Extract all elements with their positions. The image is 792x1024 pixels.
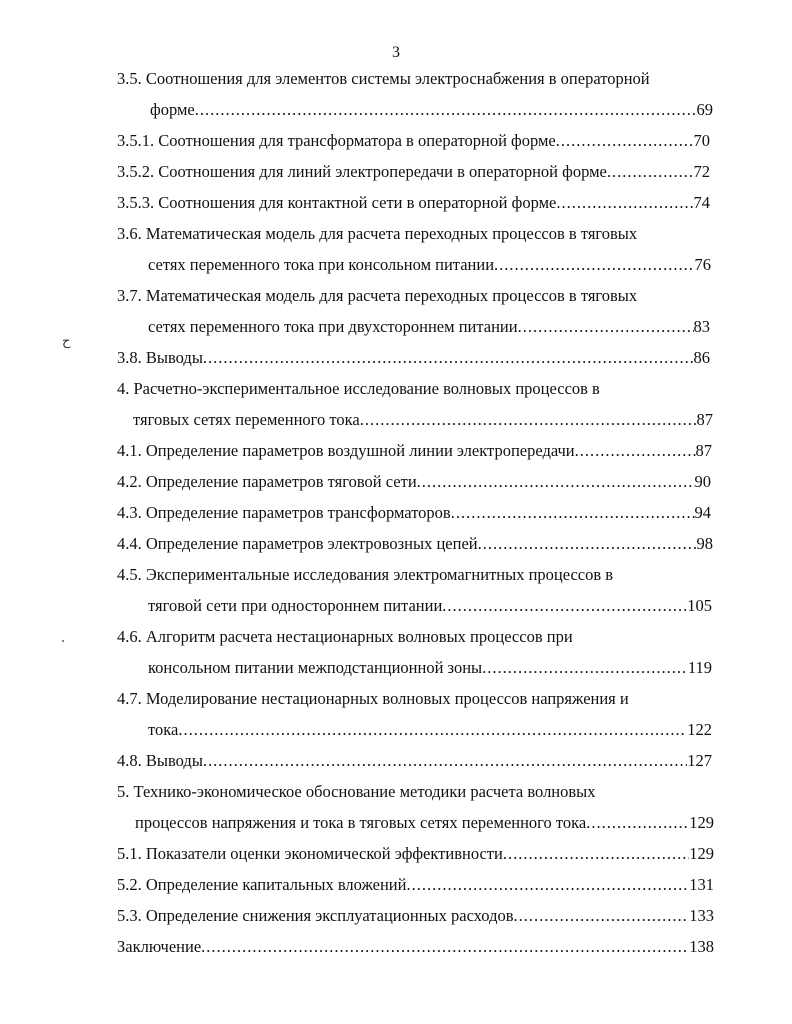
dot-leader xyxy=(178,719,687,741)
toc-entry-3-5-2 xyxy=(117,161,710,183)
toc-page-number: 86 xyxy=(693,348,710,367)
toc-page-number: 133 xyxy=(689,906,714,925)
toc-entry-3-5-1 xyxy=(117,130,710,152)
toc-entry-5-2 xyxy=(117,874,714,896)
scan-speck xyxy=(62,640,64,642)
toc-entry-3-7-line1: 3.7. Математическая модель для расчета переходных процессов в тяговых xyxy=(117,286,638,305)
dot-leader xyxy=(442,595,687,617)
toc-entry-title: 3.5.2. Соотношения для линий электропередачи в операторной форме xyxy=(117,162,607,181)
toc-entry-title: 3.8. Выводы xyxy=(117,348,203,367)
page-number: 3 xyxy=(392,44,400,61)
toc-entry-5-3 xyxy=(117,905,714,927)
toc-entry-3-6-line1: 3.6. Математическая модель для расчета переходных процессов в тяговых xyxy=(117,224,638,243)
dot-leader xyxy=(406,874,689,896)
dot-leader xyxy=(195,99,697,121)
toc-entry-title: сетях переменного тока при консольном питании xyxy=(148,255,495,274)
dot-leader xyxy=(518,316,694,338)
toc-entry-title: 5.2. Определение капитальных вложений xyxy=(117,875,407,894)
toc-page-number: 122 xyxy=(687,720,712,739)
toc-entry-title: 4.8. Выводы xyxy=(117,751,203,770)
toc-page-number: 70 xyxy=(693,131,710,150)
toc-entry-title: тока xyxy=(148,720,179,739)
toc-page-number: 87 xyxy=(695,441,712,460)
toc-entry-title: 4.4. Определение параметров электровозных цепей xyxy=(117,534,478,553)
toc-entry-title: 3.5.3. Соотношения для контактной сети в операторной форме xyxy=(117,193,557,212)
toc-entry-title: 5.3. Определение снижения эксплуатационных расходов xyxy=(117,906,514,925)
toc-entry-title: Заключение xyxy=(117,937,202,956)
toc-entry-4-line1: 4. Расчетно-экспериментальное исследование волновых процессов в xyxy=(117,379,600,398)
toc-page-number: 76 xyxy=(694,255,711,274)
toc-entry-4-7 xyxy=(148,719,712,741)
toc-entry-4-6-line1: 4.6. Алгоритм расчета нестационарных волновых процессов при xyxy=(117,627,573,646)
toc-entry-title: тяговых сетях переменного тока xyxy=(133,410,360,429)
toc-entry-3-8 xyxy=(117,347,710,369)
toc-page-number: 90 xyxy=(694,472,711,491)
toc-entry-3-5-3 xyxy=(117,192,710,214)
toc-entry-4-5 xyxy=(148,595,712,617)
toc-page-number: 131 xyxy=(689,875,714,894)
toc-entry-3-5-line1: 3.5. Соотношения для элементов системы электроснабжения в операторной xyxy=(117,69,650,88)
dot-leader xyxy=(556,130,694,152)
toc-page-number: 94 xyxy=(694,503,711,522)
dot-leader xyxy=(201,936,689,958)
toc-entry-conclusion xyxy=(117,936,714,958)
toc-entry-title: 4.1. Определение параметров воздушной линии электропередачи xyxy=(117,441,575,460)
dot-leader xyxy=(203,347,694,369)
toc-entry-5 xyxy=(135,812,714,834)
toc-entry-title: консольном питании межподстанционной зоны xyxy=(148,658,483,677)
dot-leader xyxy=(478,533,697,555)
toc-page-number: 87 xyxy=(696,410,713,429)
toc-page-number: 119 xyxy=(687,658,712,677)
toc-page-number: 74 xyxy=(693,193,710,212)
toc-entry-title: сетях переменного тока при двухстороннем питании xyxy=(148,317,518,336)
toc-page-number: 129 xyxy=(689,844,714,863)
toc-entry-title: 5.1. Показатели оценки экономической эффективности xyxy=(117,844,503,863)
dot-leader xyxy=(482,657,688,679)
dot-leader xyxy=(203,750,687,772)
toc-page-number: 98 xyxy=(696,534,713,553)
stray-mark: ح xyxy=(62,333,71,348)
toc-entry-4-2 xyxy=(117,471,711,493)
dot-leader xyxy=(607,161,694,183)
toc-entry-4 xyxy=(133,409,713,431)
dot-leader xyxy=(360,409,697,431)
toc-page-number: 127 xyxy=(687,751,712,770)
toc-entry-3-5 xyxy=(150,99,713,121)
toc-entry-title: 3.5.1. Соотношения для трансформатора в операторной форме xyxy=(117,131,556,150)
toc-entry-5-1 xyxy=(117,843,714,865)
toc-entry-4-3 xyxy=(117,502,711,524)
toc-page-number: 129 xyxy=(689,813,714,832)
toc-entry-title: процессов напряжения и тока в тяговых сетях переменного тока xyxy=(135,813,587,832)
toc-entry-4-7-line1: 4.7. Моделирование нестационарных волновых процессов напряжения и xyxy=(117,689,629,708)
toc-entry-3-7 xyxy=(148,316,710,338)
toc-entry-title: тяговой сети при одностороннем питании xyxy=(148,596,443,615)
toc-entry-4-5-line1: 4.5. Экспериментальные исследования электромагнитных процессов в xyxy=(117,565,614,584)
dot-leader xyxy=(514,905,690,927)
dot-leader xyxy=(556,192,693,214)
toc-page-number: 69 xyxy=(696,100,713,119)
toc-entry-4-1 xyxy=(117,440,712,462)
toc-page-number: 105 xyxy=(687,596,712,615)
toc-entry-4-8 xyxy=(117,750,712,772)
dot-leader xyxy=(417,471,695,493)
dot-leader xyxy=(586,812,689,834)
toc-entry-title: форме xyxy=(150,100,195,119)
toc-page-number: 138 xyxy=(689,937,714,956)
dot-leader xyxy=(575,440,696,462)
toc-entry-4-6 xyxy=(148,657,712,679)
toc-entry-5-line1: 5. Технико-экономическое обоснование методики расчета волновых xyxy=(117,782,596,801)
toc-page-number: 72 xyxy=(693,162,710,181)
toc-page-number: 83 xyxy=(693,317,710,336)
dot-leader xyxy=(451,502,695,524)
toc-entry-4-4 xyxy=(117,533,713,555)
toc-entry-title: 4.2. Определение параметров тяговой сети xyxy=(117,472,417,491)
dot-leader xyxy=(494,254,694,276)
dot-leader xyxy=(503,843,689,865)
toc-entry-3-6 xyxy=(148,254,711,276)
toc-entry-title: 4.3. Определение параметров трансформаторов xyxy=(117,503,451,522)
